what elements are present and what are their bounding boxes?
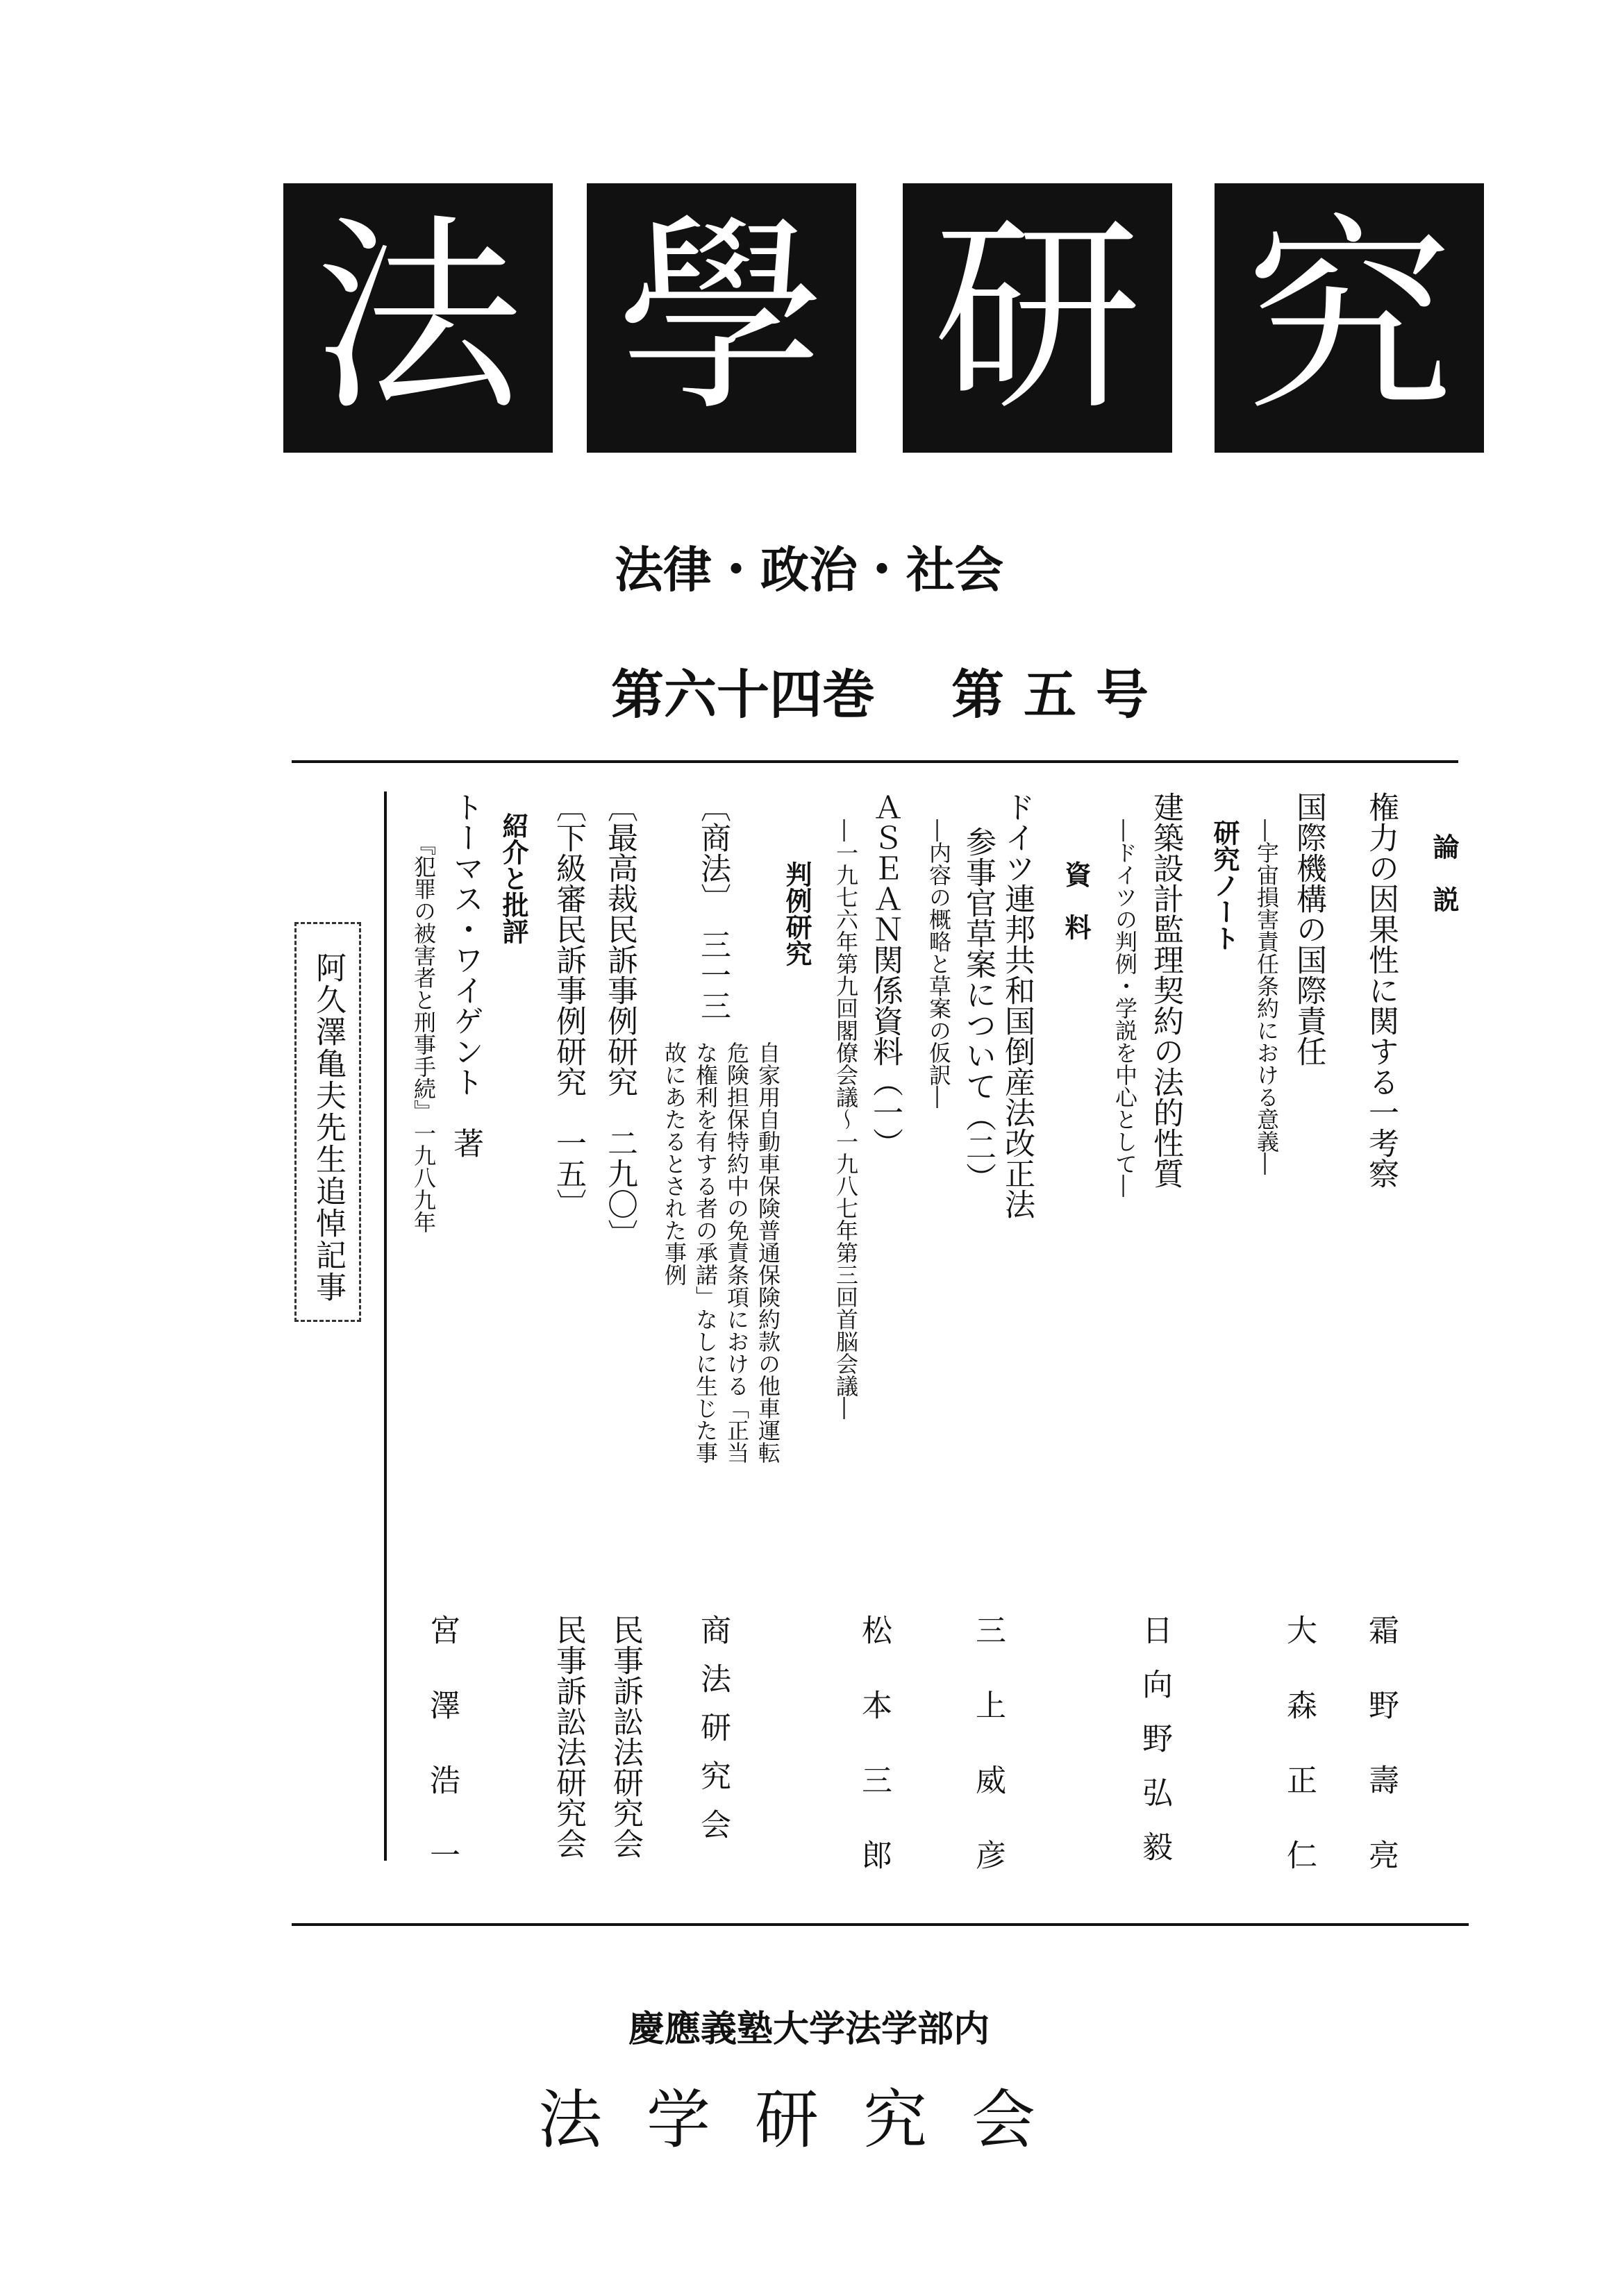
article-2-author: 大森正仁 — [1281, 1614, 1317, 1914]
article-3-subtitle: ―ドイツの判例・学説を中心として― — [1112, 819, 1138, 1197]
article-1-title[interactable]: 権力の因果性に関する一考察 — [1363, 791, 1399, 1189]
article-6-desc-2: 危険担保特約中の免責条項における「正当 — [724, 1041, 750, 1464]
article-5-title[interactable]: ＡＳＥＡＮ関係資料（一） — [867, 791, 903, 1158]
article-3-author: 日向野弘毅 — [1137, 1614, 1172, 1885]
article-5-subtitle: ―一九七六年第九回閣僚会議～一九八七年第三回首脳会議― — [833, 819, 859, 1419]
article-4-title-2[interactable]: 参事官草案について（二） — [960, 826, 996, 1193]
section-shokai: 紹介と批評 — [498, 812, 528, 944]
masthead-char-1: 法 — [283, 183, 553, 453]
article-5-author: 松本三郎 — [856, 1614, 892, 1914]
section-kenkyu-note: 研究ノート — [1209, 819, 1240, 951]
article-2-title[interactable]: 国際機構の国際責任 — [1291, 791, 1326, 1066]
article-9-line-1[interactable]: トーマス・ワイゲント 著 — [448, 791, 483, 1158]
article-6-desc-1: 自家用自動車保険普通保険約款の他車運転 — [755, 1041, 781, 1464]
memorial-note-box — [294, 922, 361, 1322]
article-7-author: 民事訴訟法研究会 — [608, 1614, 643, 1859]
article-2-subtitle: ―宇宙損害責任条約における意義― — [1253, 819, 1280, 1175]
publisher-name: 法学研究会 — [537, 2083, 1080, 2157]
masthead-char-3: 研 — [903, 183, 1172, 453]
masthead-char-4: 究 — [1215, 183, 1484, 453]
article-7-label[interactable]: 〔最高裁民訴事例研究 二九〇〕 — [602, 791, 637, 1250]
article-9-line-2[interactable]: 『犯罪の被害者と刑事手続』一九八九年 — [410, 833, 437, 1233]
article-6-desc-4: 故にあたるとされた事例 — [661, 1041, 687, 1286]
article-1-author: 霜野壽亮 — [1363, 1614, 1399, 1914]
toc-top-rule — [292, 760, 1458, 763]
toc-side-rule — [384, 791, 387, 1861]
article-4-subtitle: ―内容の概略と草案の仮訳― — [926, 819, 952, 1108]
masthead-char-2: 學 — [587, 183, 856, 453]
article-6-desc-3: な権利を有する者の承諾」なしに生じた事 — [692, 1041, 719, 1464]
article-6-author: 商法研究会 — [695, 1614, 731, 1857]
article-8-author: 民事訴訟法研究会 — [551, 1614, 586, 1859]
article-9-author: 宮澤浩一 — [424, 1614, 460, 1914]
issue-number: 第五号 — [951, 664, 1168, 726]
section-shiryo: 資 料 — [1060, 861, 1091, 940]
article-4-title[interactable]: ドイツ連邦共和国倒産法改正法 — [999, 791, 1035, 1219]
section-hanrei: 判例研究 — [781, 861, 812, 966]
article-6-label[interactable]: 〔商法〕 三一三 — [695, 791, 731, 1021]
journal-subtitle: 法律・政治・社会 — [615, 542, 1003, 598]
toc-bottom-rule — [292, 1923, 1469, 1926]
section-ronsetsu: 論 説 — [1428, 833, 1459, 912]
publisher-place: 慶應義塾大学法学部内 — [628, 2009, 990, 2050]
volume-number: 第六十四巻 — [611, 664, 875, 726]
article-8-label[interactable]: 〔下級審民訴事例研究 一五〕 — [551, 791, 586, 1219]
article-4-author: 三上威彦 — [970, 1614, 1006, 1914]
memorial-note: 阿久澤亀夫先生追悼記事 — [310, 952, 346, 1303]
article-3-title[interactable]: 建築設計監理契約の法的性質 — [1148, 791, 1183, 1189]
